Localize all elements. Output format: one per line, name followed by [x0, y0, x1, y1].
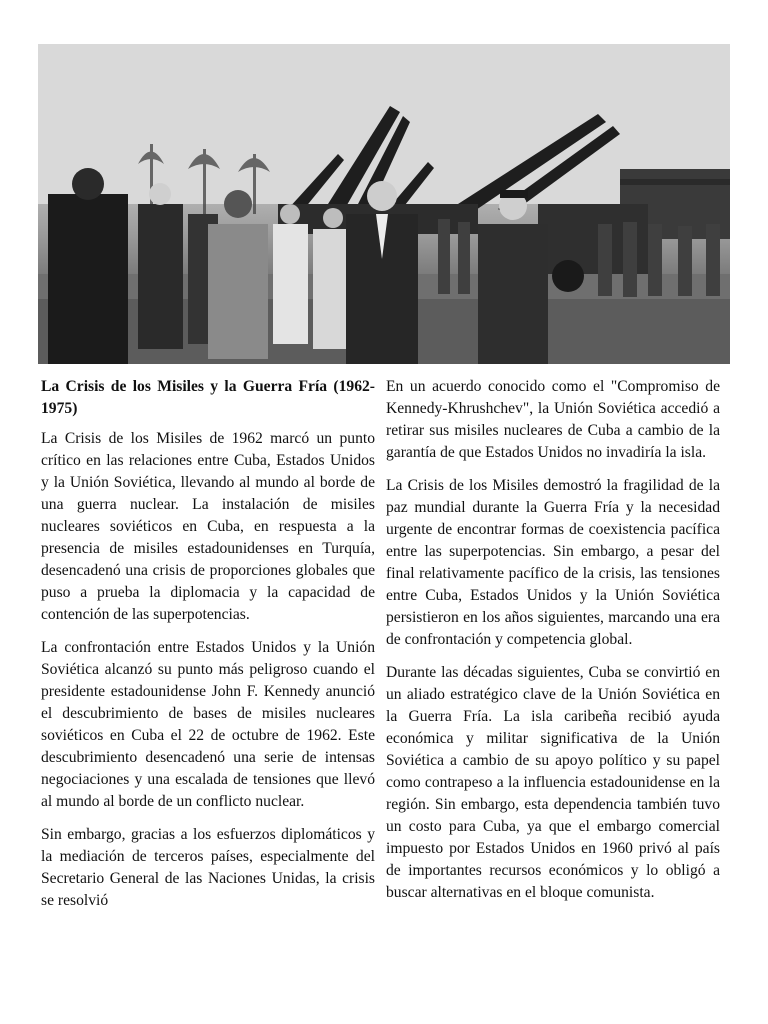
- article-paragraph: Durante las décadas siguientes, Cuba se convirtió en un aliado estratégico clave de la Unión Soviética en la Guerra Fría. La isla caribeña recibió ayuda económica y militar significativa de la Unión Soviética a cambio de su apoyo político y su papel como contrapeso a la influencia estadounidense en la región. Sin embargo, esta dependencia también tuvo un costo para Cuba, ya que el embargo comercial impuesto por Estados Unidos en 1960 privó al país de importantes recursos económicos y lo obligó a buscar alternativas en el bloque comunista.: [386, 664, 720, 901]
- article-paragraph: Sin embargo, gracias a los esfuerzos diplomáticos y la mediación de terceros países, especialmente del Secretario General de las Naciones Unidas, la crisis se resolvió: [41, 826, 375, 909]
- article-title: La Crisis de los Misiles y la Guerra Fría (1962-1975): [41, 378, 375, 417]
- photo-scene-illustration: [38, 44, 730, 364]
- historical-photo: [38, 44, 730, 364]
- article-right-column: [386, 376, 720, 915]
- article-paragraph: La Crisis de los Misiles demostró la fragilidad de la paz mundial durante la Guerra Fría y la necesidad urgente de encontrar formas de coexistencia pacífica entre las superpotencias. Sin embargo, a pesar del final relativamente pacífico de la crisis, las tensiones entre Cuba, Estados Unidos y la Unión Soviética persistieron en los años siguientes, marcando una era de confrontación y competencia global.: [386, 477, 720, 648]
- article-left-column: [41, 376, 375, 923]
- article-paragraph: La confrontación entre Estados Unidos y la Unión Soviética alcanzó su punto más peligroso cuando el presidente estadounidense John F. Kennedy anunció el descubrimiento de bases de misiles nucleares soviéticos en Cuba el 22 de octubre de 1962. Este descubrimiento desencadenó una serie de intensas negociaciones y una escalada de tensiones que llevó al mundo al borde de un conflicto nuclear.: [41, 639, 375, 810]
- article-paragraph: La Crisis de los Misiles de 1962 marcó un punto crítico en las relaciones entre Cuba, Estados Unidos y la Unión Soviética, llevando al mundo al borde de una guerra nuclear. La instalación de misiles nucleares soviéticos en Cuba, en respuesta a la presencia de misiles estadounidenses en Turquía, desencadenó una crisis de proporciones globales que puso a prueba la diplomacia y la capacidad de contención de las superpotencias.: [41, 430, 375, 623]
- article-paragraph: En un acuerdo conocido como el "Compromiso de Kennedy-Khrushchev", la Unión Soviética accedió a retirar sus misiles nucleares de Cuba a cambio de la garantía de que Estados Unidos no invadiría la isla.: [386, 378, 720, 461]
